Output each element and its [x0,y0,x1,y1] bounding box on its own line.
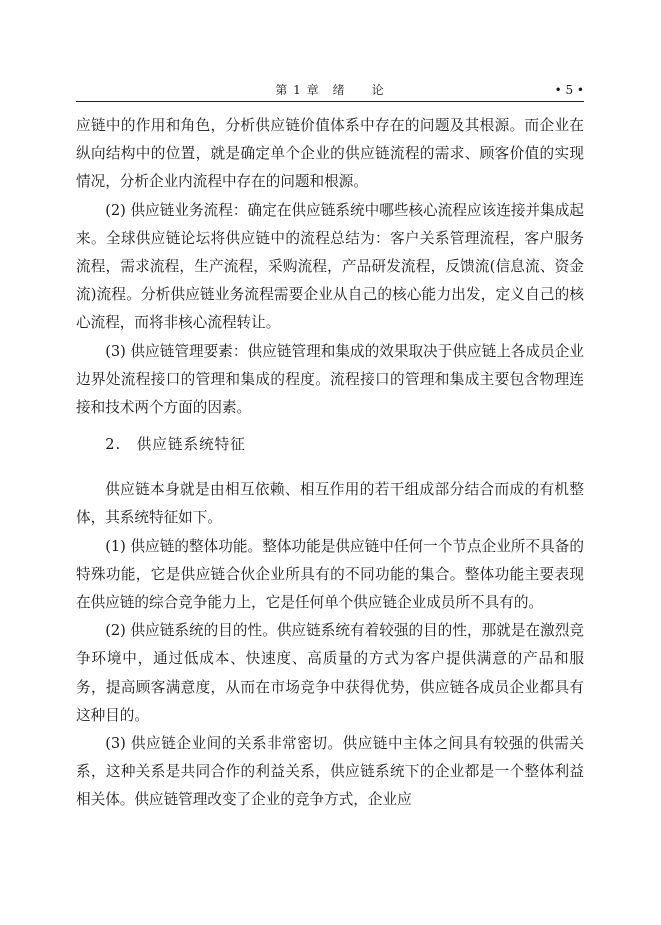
section-heading: 2. 供应链系统特征 [105,436,246,454]
running-header [76,80,584,100]
heading-spacer [76,468,584,476]
paragraph-overall-function: (1) 供应链的整体功能。整体功能是供应链中任何一个节点企业所不具备的特殊功能，它是供应链合伙企业所具有的不同功能的集合。整体功能主要表现在供应链的综合竞争能力上，它是任何单个供应链企业成员所不具有的。 [76,537,584,612]
paragraph-management-elements: (3) 供应链管理要素：供应链管理和集成的效果取决于供应链上各成员企业边界处流程接口的管理和集成的程度。流程接口的管理和集成主要包含物理连接和技术两个方面的因素。 [76,342,584,417]
paragraph-intro: 供应链本身就是由相互依赖、相互作用的若干组成部分结合而成的有机整体，其系统特征如下。 [76,481,584,527]
header-rule [76,101,584,102]
body-text [76,112,584,815]
paragraph-close-relations: (3) 供应链企业间的关系非常密切。供应链中主体之间具有较强的供需关系，这种关系是共同合作的利益关系，供应链系统下的企业都是一个整体利益相关体。供应链管理改变了企业的竞争方式，企业应 [76,735,584,809]
paragraph-business-process: (2) 供应链业务流程：确定在供应链系统中哪些核心流程应该连接并集成起来。全球供应链论坛将供应链中的流程总结为：客户关系管理流程，客户服务流程，需求流程，生产流程，采购流程，产品研发流程，反馈流(信息流、资金流)流程。分析供应链业务流程需要企业从自己的核心能力出发，定义自己的核心流程，而将非核心流程转让。 [76,201,584,332]
paragraph-continued: 应链中的作用和角色，分析供应链价值体系中存在的问题及其根源。而企业在纵向结构中的位置，就是确定单个企业的供应链流程的需求、顾客价值的实现情况，分析企业内流程中存在的问题和根源。 [76,117,584,191]
paragraph-purposefulness: (2) 供应链系统的目的性。供应链系统有着较强的目的性，那就是在激烈竞争环境中，通过低成本、快速度、高质量的方式为客户提供满意的产品和服务，提高顾客满意度，从而在市场竞争中获得优势，供应链各成员企业都具有这种目的。 [76,622,584,724]
chapter-title: 第 1 章 绪 论 [275,83,385,97]
page-number: • 5 • [554,83,584,97]
